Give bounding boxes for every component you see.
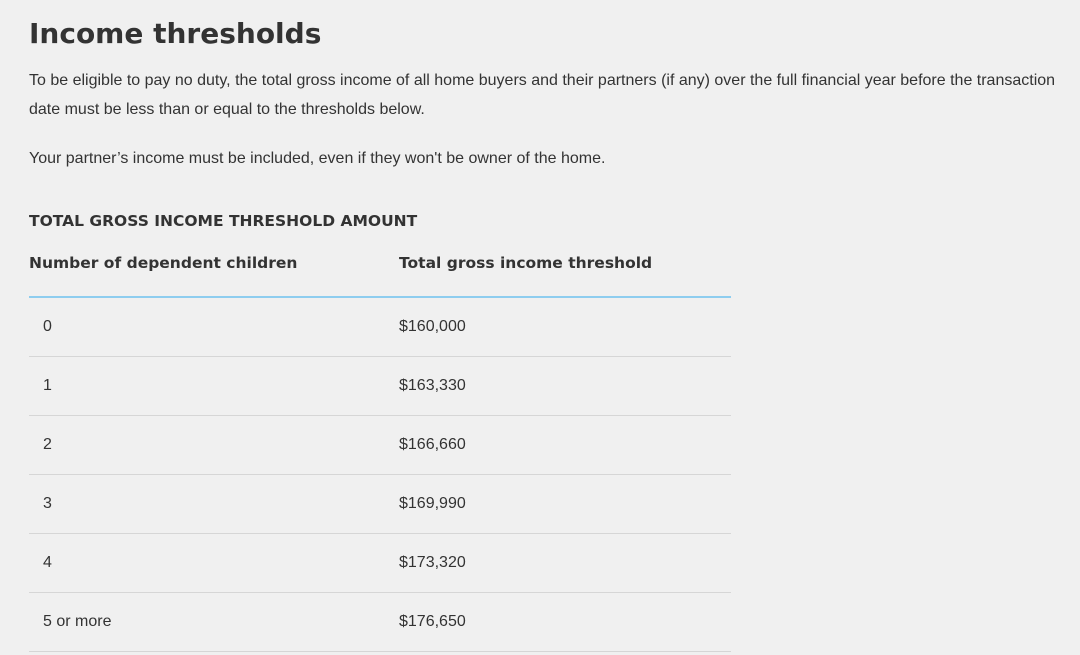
table-row bbox=[29, 297, 731, 357]
threshold-cell: $163,330 bbox=[399, 357, 731, 416]
table-row bbox=[29, 357, 731, 416]
children-cell: 0 bbox=[29, 297, 399, 357]
table-row bbox=[29, 593, 731, 652]
threshold-cell: $169,990 bbox=[399, 475, 731, 534]
intro-paragraph: To be eligible to pay no duty, the total gross income of all home buyers and their partners (if any) over the full financial year before the transaction date must be less than or equal to the thresholds below. bbox=[29, 72, 1056, 118]
children-cell: 3 bbox=[29, 475, 399, 534]
children-cell: 1 bbox=[29, 357, 399, 416]
threshold-cell: $176,650 bbox=[399, 593, 731, 652]
content bbox=[29, 14, 1059, 652]
children-cell: 4 bbox=[29, 534, 399, 593]
table-row bbox=[29, 534, 731, 593]
page-title: Income thresholds bbox=[29, 17, 322, 50]
children-cell: 5 or more bbox=[29, 593, 399, 652]
income-threshold-table bbox=[29, 244, 731, 652]
table-row bbox=[29, 416, 731, 475]
header-income-threshold: Total gross income threshold bbox=[399, 244, 731, 297]
table-header-row bbox=[29, 244, 731, 297]
children-cell: 2 bbox=[29, 416, 399, 475]
partner-note: Your partner’s income must be included, even if they won't be owner of the home. bbox=[29, 150, 606, 167]
header-dependent-children: Number of dependent children bbox=[29, 244, 399, 297]
section-heading: TOTAL GROSS INCOME THRESHOLD AMOUNT bbox=[29, 212, 418, 230]
table-row bbox=[29, 475, 731, 534]
threshold-cell: $160,000 bbox=[399, 297, 731, 357]
threshold-cell: $173,320 bbox=[399, 534, 731, 593]
threshold-cell: $166,660 bbox=[399, 416, 731, 475]
